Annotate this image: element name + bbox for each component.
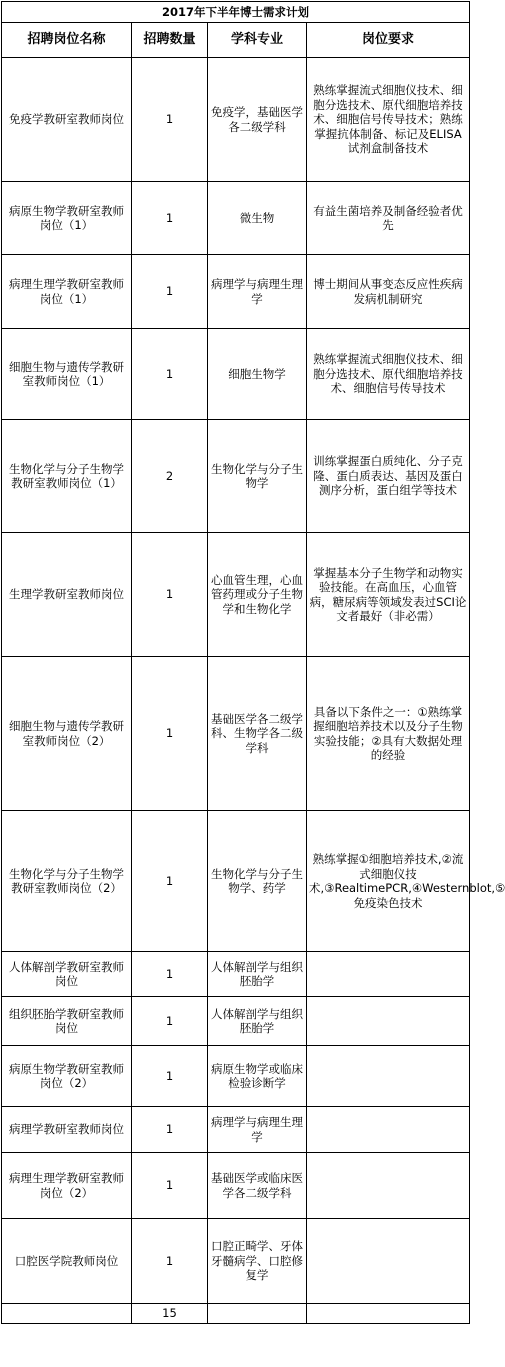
table-header-row	[2, 23, 470, 58]
requirement-cell: 熟练掌握流式细胞仪技术、细胞分选技术、原代细胞培养技术、细胞信号传导技术	[307, 329, 470, 420]
total-major-cell	[208, 1304, 307, 1324]
position-cell: 病原生物学教研室教师岗位（1）	[2, 182, 132, 255]
position-cell: 免疫学教研室教师岗位	[2, 58, 132, 182]
major-cell: 基础医学各二级学科、生物学各二级学科	[208, 657, 307, 811]
table-row	[2, 420, 470, 533]
table-row	[2, 533, 470, 657]
major-cell: 生物化学与分子生物学、药学	[208, 811, 307, 952]
table-row	[2, 657, 470, 811]
major-cell: 病原生物学或临床检验诊断学	[208, 1046, 307, 1107]
count-cell: 1	[132, 657, 208, 811]
count-cell: 1	[132, 182, 208, 255]
requirement-cell	[307, 1153, 470, 1219]
table-row	[2, 1046, 470, 1107]
position-cell: 生物化学与分子生物学教研室教师岗位（1）	[2, 420, 132, 533]
table-row	[2, 1219, 470, 1304]
count-cell: 1	[132, 329, 208, 420]
position-cell: 人体解剖学教研室教师岗位	[2, 952, 132, 997]
table-row	[2, 182, 470, 255]
requirement-cell: 有益生菌培养及制备经验者优先	[307, 182, 470, 255]
count-cell: 1	[132, 1219, 208, 1304]
total-row	[2, 1304, 470, 1324]
table-row	[2, 1153, 470, 1219]
count-cell: 1	[132, 952, 208, 997]
position-cell: 口腔医学院教师岗位	[2, 1219, 132, 1304]
header-position: 招聘岗位名称	[2, 23, 132, 58]
table-row	[2, 255, 470, 329]
requirement-cell: 博士期间从事变态反应性疾病发病机制研究	[307, 255, 470, 329]
recruitment-table	[1, 1, 505, 1324]
major-cell: 心血管生理，心血管药理或分子生物学和生物化学	[208, 533, 307, 657]
table-row	[2, 329, 470, 420]
major-cell: 基础医学或临床医学各二级学科	[208, 1153, 307, 1219]
requirement-cell: 具备以下条件之一：①熟练掌握细胞培养技术以及分子生物实验技能；②具有大数据处理的经验	[307, 657, 470, 811]
total-requirement-cell	[307, 1304, 470, 1324]
count-cell: 1	[132, 1153, 208, 1219]
table-row	[2, 58, 470, 182]
major-cell: 生物化学与分子生物学	[208, 420, 307, 533]
header-major: 学科专业	[208, 23, 307, 58]
position-cell: 病理生理学教研室教师岗位（2）	[2, 1153, 132, 1219]
position-cell: 生物化学与分子生物学教研室教师岗位（2）	[2, 811, 132, 952]
position-cell: 病理学教研室教师岗位	[2, 1107, 132, 1153]
header-count: 招聘数量	[132, 23, 208, 58]
count-cell: 1	[132, 255, 208, 329]
requirement-cell: 熟练掌握①细胞培养技术,②流式细胞仪技术,③RealtimePCR,④Westernblot,⑤免疫染色技术	[307, 811, 470, 952]
count-cell: 1	[132, 811, 208, 952]
table-title-row	[2, 2, 470, 23]
table-row	[2, 811, 470, 952]
count-cell: 1	[132, 533, 208, 657]
requirement-cell: 掌握基本分子生物学和动物实验技能。在高血压，心血管病，糖尿病等领域发表过SCI论文者最好（非必需）	[307, 533, 470, 657]
major-cell: 人体解剖学与组织胚胎学	[208, 952, 307, 997]
requirement-cell	[307, 997, 470, 1046]
position-cell: 病理生理学教研室教师岗位（1）	[2, 255, 132, 329]
table-title: 2017年下半年博士需求计划	[2, 2, 470, 23]
requirement-cell: 训练掌握蛋白质纯化、分子克隆、蛋白质表达、基因及蛋白测序分析，蛋白组学等技术	[307, 420, 470, 533]
count-cell: 1	[132, 1107, 208, 1153]
major-cell: 病理学与病理生理学	[208, 255, 307, 329]
major-cell: 细胞生物学	[208, 329, 307, 420]
count-cell: 1	[132, 1046, 208, 1107]
major-cell: 病理学与病理生理学	[208, 1107, 307, 1153]
total-position-cell	[2, 1304, 132, 1324]
position-cell: 组织胚胎学教研室教师岗位	[2, 997, 132, 1046]
major-cell: 免疫学，基础医学各二级学科	[208, 58, 307, 182]
count-cell: 1	[132, 997, 208, 1046]
table-row	[2, 952, 470, 997]
count-cell: 2	[132, 420, 208, 533]
major-cell: 口腔正畸学、牙体牙髓病学、口腔修复学	[208, 1219, 307, 1304]
requirement-cell	[307, 1107, 470, 1153]
count-cell: 1	[132, 58, 208, 182]
requirement-cell	[307, 952, 470, 997]
requirement-cell: 熟练掌握流式细胞仪技术、细胞分选技术、原代细胞培养技术、细胞信号传导技术；熟练掌握抗体制备、标记及ELISA试剂盒制备技术	[307, 58, 470, 182]
position-cell: 病原生物学教研室教师岗位（2）	[2, 1046, 132, 1107]
major-cell: 微生物	[208, 182, 307, 255]
position-cell: 细胞生物与遗传学教研室教师岗位（2）	[2, 657, 132, 811]
requirement-cell	[307, 1046, 470, 1107]
header-requirement: 岗位要求	[307, 23, 470, 58]
major-cell: 人体解剖学与组织胚胎学	[208, 997, 307, 1046]
table-row	[2, 1107, 470, 1153]
total-count-cell: 15	[132, 1304, 208, 1324]
table-row	[2, 997, 470, 1046]
position-cell: 细胞生物与遗传学教研室教师岗位（1）	[2, 329, 132, 420]
requirement-cell	[307, 1219, 470, 1304]
position-cell: 生理学教研室教师岗位	[2, 533, 132, 657]
